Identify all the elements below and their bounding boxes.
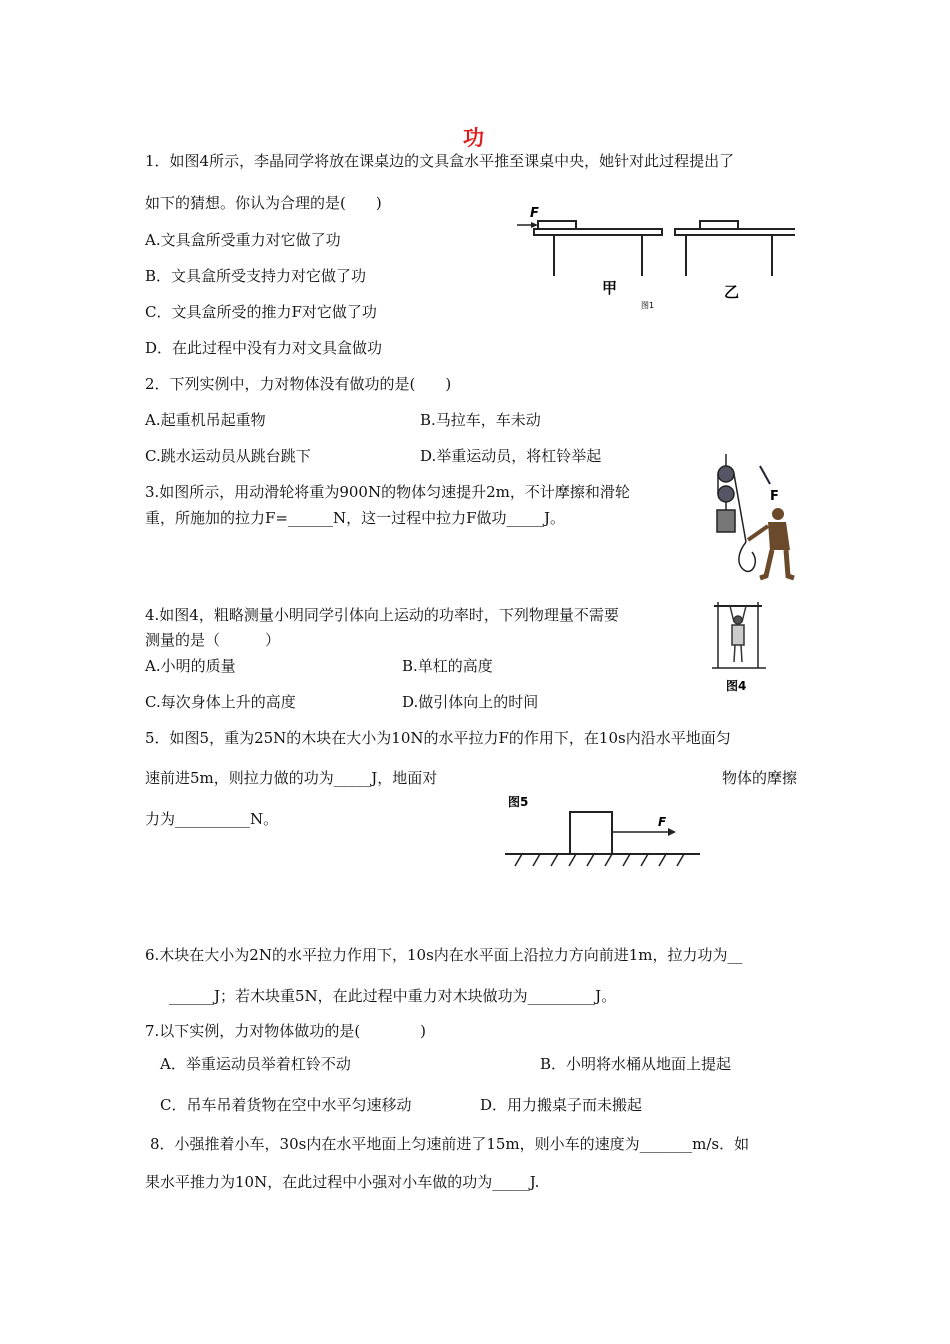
q5-stem-line2b: 物体的摩擦 xyxy=(722,769,798,787)
q7-stem: 7.以下实例，力对物体做功的是( ) xyxy=(145,1022,427,1040)
q1-stem-line1: 1．如图4所示，李晶同学将放在课桌边的文具盒水平推至课桌中央，她针对此过程提出了 xyxy=(145,152,735,170)
q4-figure-pullup xyxy=(710,598,770,696)
boy-on-bar xyxy=(730,606,746,662)
pencil-box-jia xyxy=(538,221,576,229)
q4-option-b: B.单杠的高度 xyxy=(402,657,493,675)
pencil-box-yi xyxy=(700,221,738,229)
q1-force-label: F xyxy=(530,206,539,221)
label-yi: 乙 xyxy=(724,283,740,301)
q1-fig-no: 图1 xyxy=(641,301,655,310)
q3-stem-line1: 3.如图所示，用动滑轮将重为900N的物体匀速提升2m，不计摩擦和滑轮 xyxy=(145,483,630,501)
q4-option-d: D.做引体向上的时间 xyxy=(402,693,539,711)
q6-stem-line1: 6.木块在大小为2N的水平拉力作用下，10s内在水平面上沿拉力方向前进1m，拉力功为__ xyxy=(145,946,743,964)
q2-stem: 2．下列实例中，力对物体没有做功的是( ) xyxy=(145,375,452,393)
q6-stem-line2: ______J；若木块重5N，在此过程中重力对木块做功为_________J。 xyxy=(169,987,617,1005)
q3-figure-pulley xyxy=(708,452,803,587)
q5-stem-line1: 5．如图5，重为25N的木块在大小为10N的水平拉力F的作用下，在10s内沿水平地面匀 xyxy=(145,729,731,747)
q2-option-c: C.跳水运动员从跳台跳下 xyxy=(145,447,311,465)
q7-option-a: A．举重运动员举着杠铃不动 xyxy=(160,1055,351,1073)
ground-hatching xyxy=(515,854,684,866)
man-pulling xyxy=(748,508,794,578)
q3-force-label: F xyxy=(770,489,779,504)
q3-stem-line2: 重，所施加的拉力F=______N，这一过程中拉力F做功_____J。 xyxy=(145,509,566,527)
q1-option-d: D．在此过程中没有力对文具盒做功 xyxy=(145,339,383,357)
q2-option-a: A.起重机吊起重物 xyxy=(145,411,266,429)
q4-option-c: C.每次身体上升的高度 xyxy=(145,693,296,711)
q5-stem-line3: 力为__________N。 xyxy=(145,810,279,828)
label-jia: 甲 xyxy=(602,279,618,297)
wood-block xyxy=(570,812,612,854)
q4-fig-no: 图4 xyxy=(726,679,747,693)
q1-stem-line2: 如下的猜想。你认为合理的是( ) xyxy=(145,194,382,212)
q2-option-d: D.举重运动员，将杠铃举起 xyxy=(420,447,602,465)
q8-stem-line2: 果水平推力为10N，在此过程中小强对小车做的功为_____J. xyxy=(145,1173,540,1191)
q5-force-label: F xyxy=(658,815,667,829)
q4-stem-line1: 4.如图4，粗略测量小明同学引体向上运动的功率时，下列物理量不需要 xyxy=(145,606,619,624)
page-title: 功 xyxy=(463,126,484,150)
q4-stem-line2: 测量的是（ ） xyxy=(145,631,281,649)
q7-option-d: D．用力搬桌子而未搬起 xyxy=(480,1096,643,1114)
q7-option-b: B．小明将水桶从地面上提起 xyxy=(540,1055,732,1073)
q7-option-c: C．吊车吊着货物在空中水平匀速移动 xyxy=(160,1096,412,1114)
q1-option-a: A.文具盒所受重力对它做了功 xyxy=(145,231,341,249)
q4-option-a: A.小明的质量 xyxy=(145,657,236,675)
q1-option-b: B．文具盒所受支持力对它做了功 xyxy=(145,267,367,285)
q5-fig-no: 图5 xyxy=(508,795,529,809)
q2-option-b: B.马拉车，车未动 xyxy=(420,411,541,429)
q5-figure-block xyxy=(500,792,705,874)
q1-option-c: C．文具盒所受的推力F对它做了功 xyxy=(145,303,377,321)
q5-stem-line2a: 速前进5m，则拉力做的功为_____J，地面对 xyxy=(145,769,438,787)
pull-arrow xyxy=(760,466,770,484)
q8-stem-line1: 8．小强推着小车，30s内在水平地面上匀速前进了15m，则小车的速度为_______m/s．如 xyxy=(150,1135,750,1153)
q1-figure-desks xyxy=(510,200,795,315)
